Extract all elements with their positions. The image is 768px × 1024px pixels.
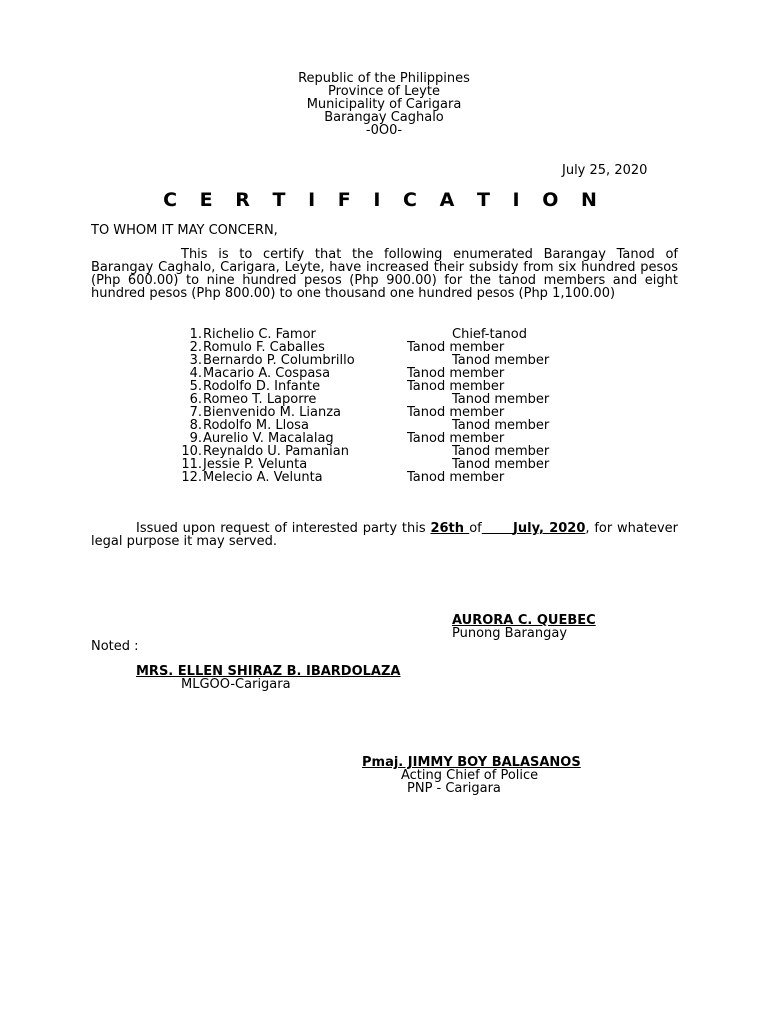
body-paragraph: This is to certify that the following enumerated Barangay Tanod of Barangay Caghalo, Carigara, Leyte, have increased their subsidy from six hundred pesos (Php 600.00) to nine hundred pesos (Php 900.00) for the tanod members and eight hundred pesos (Php 800.00) to one thousand one hundred pesos (Php 1,100.00) (91, 247, 678, 301)
list-item-number: 7. (189, 405, 202, 420)
list-item-number: 2. (189, 340, 202, 355)
police-chief-name: Pmaj. JIMMY BOY BALASANOS (362, 755, 581, 770)
list-item-name: Bienvenido M. Lianza (203, 405, 341, 420)
list-item-name: Rodolfo D. Infante (203, 379, 321, 394)
list-item-name: Aurelio V. Macalalag (203, 431, 334, 446)
list-item-number: 11. (181, 457, 202, 472)
list-item-number: 9. (189, 431, 202, 446)
police-chief-title: Acting Chief of Police (401, 768, 539, 783)
issue-day: 26th (430, 521, 464, 536)
list-item-role: Chief-tanod (452, 327, 527, 342)
list-item-number: 6. (189, 392, 202, 407)
list-item-number: 10. (181, 444, 202, 459)
list-item-role: Tanod member (407, 431, 505, 446)
list-item-role: Tanod member (452, 392, 550, 407)
closing-suffix: , for whatever legal purpose it may served. (91, 521, 679, 549)
header-line-province: Province of Leyte (328, 84, 440, 99)
captain-title: Punong Barangay (452, 626, 568, 641)
list-item-name: Macario A. Cospasa (203, 366, 331, 381)
captain-name: AURORA C. QUEBEC (452, 613, 596, 628)
list-item-name: Melecio A. Velunta (203, 470, 323, 485)
list-item-number: 1. (189, 327, 202, 342)
list-item-role: Tanod member (452, 353, 550, 368)
noted-label: Noted : (91, 639, 139, 654)
list-item-number: 5. (189, 379, 202, 394)
list-item-role: Tanod member (407, 366, 505, 381)
header-line-ornament: -0O0- (365, 123, 403, 138)
list-item-name: Bernardo P. Columbrillo (203, 353, 355, 368)
list-item-number: 4. (189, 366, 202, 381)
list-item-role: Tanod member (452, 457, 550, 472)
header-line-barangay: Barangay Caghalo (324, 110, 444, 125)
list-item-role: Tanod member (407, 340, 505, 355)
police-unit: PNP - Carigara (407, 781, 501, 796)
list-item-role: Tanod member (452, 418, 550, 433)
list-item-name: Rodolfo M. Llosa (203, 418, 309, 433)
list-item-number: 12. (181, 470, 202, 485)
closing-prefix: Issued upon request of interested party this (136, 521, 426, 536)
header-line-country: Republic of the Philippines (298, 71, 470, 86)
list-item-role: Tanod member (452, 444, 550, 459)
list-item-name: Romulo F. Caballes (203, 340, 325, 355)
letterhead (0, 72, 768, 137)
list-item-number: 8. (189, 418, 202, 433)
salutation: TO WHOM IT MAY CONCERN, (91, 223, 278, 238)
list-item-role: Tanod member (407, 470, 505, 485)
list-item-role: Tanod member (407, 405, 505, 420)
list-item-role: Tanod member (407, 379, 505, 394)
header-line-municipality: Municipality of Carigara (306, 97, 462, 112)
list-item-name: Romeo T. Laporre (203, 392, 317, 407)
closing-of: of (469, 521, 482, 536)
document-title: C E R T I F I C A T I O N (163, 189, 605, 211)
mlgoo-title: MLGOO-Carigara (181, 677, 291, 692)
document-date: July 25, 2020 (562, 163, 648, 178)
mlgoo-name: MRS. ELLEN SHIRAZ B. IBARDOLAZA (136, 664, 401, 679)
issue-month-year: July, 2020 (513, 521, 586, 536)
list-item-name: Reynaldo U. Pamanian (203, 444, 349, 459)
list-item-number: 3. (189, 353, 202, 368)
list-item-name: Richelio C. Famor (203, 327, 316, 342)
list-item-name: Jessie P. Velunta (203, 457, 308, 472)
closing-paragraph (91, 522, 678, 548)
